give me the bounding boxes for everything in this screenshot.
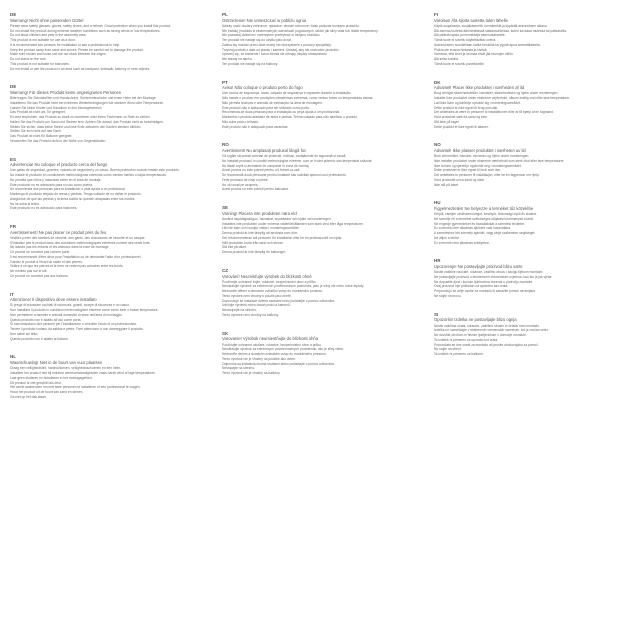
warning-line: Vă rugăm să purtați ochelari de protecție, mănuși, încălțăminte de siguranță și cască. bbox=[222, 154, 347, 159]
warning-line: Este producto no es adecuado para su uso como puerta. bbox=[10, 182, 94, 187]
warning-line: Este produto não é adequado para ser utilizado como porta. bbox=[222, 105, 310, 110]
warning-line: Verwenden Sie das Produkt nicht in der Nähe von Gegenständen. bbox=[10, 138, 107, 143]
warning-line: Ta izdelek ni primeren za uporabo kot vrata. bbox=[434, 337, 498, 342]
section-heading: Waarschuwing! Niet in de buurt van vuur plaatsen bbox=[10, 360, 103, 366]
warning-line: Use óculos de segurança, luvas, calçado de segurança e capacete durante a instalação. bbox=[222, 91, 352, 96]
warning-section bbox=[10, 224, 206, 279]
warning-line: Stellen Sie sicher, dass keine Steine und lose Erde zwischen den Kanten stecken bleiben. bbox=[10, 124, 142, 129]
warning-line: Installeer het product niet bij extreme weersomstandigheden zoals harde wind of lage temperaturen. bbox=[10, 371, 157, 376]
section-heading: Varování! Neumisťujte výrobek do blízkosti ohně bbox=[222, 273, 312, 279]
warning-line: Não suba para o telhado. bbox=[222, 119, 260, 124]
warning-line: It is recommended two persons for installation or ask a professional to help. bbox=[10, 42, 121, 47]
section-heading: Warnung! Für dieses Produkt keine ungeeigneten Personen bbox=[10, 89, 122, 95]
warning-line: Het wordt aanbevolen om met twee personen te installeren of een professional te vragen. bbox=[10, 385, 141, 390]
warning-section bbox=[222, 205, 418, 255]
warning-section bbox=[434, 258, 630, 298]
warning-line: Používajte ochranné okuliare, rukavice, bezpečnostnú obuv a prilbu. bbox=[222, 342, 322, 347]
warning-line: Priporočata se dve osebi za montažo ali prosite strokovnjaka za pomoč. bbox=[434, 342, 539, 347]
warning-line: Nestúpajte na strechu. bbox=[222, 366, 255, 371]
warning-line: Ten produkt nie nadaje się do użytku jako drzwi. bbox=[222, 38, 293, 43]
warning-line: Questo prodotto non è adatto all'uso come porta. bbox=[10, 317, 82, 322]
language-code: HU bbox=[434, 200, 441, 206]
warning-section bbox=[10, 84, 206, 143]
warning-line: Do not install or use the product in an area such as backyard, sidewalk, balcony or near objects. bbox=[10, 66, 151, 71]
warning-line: Ne engedje gyermekeket és háziállatokat a szerelési területre. bbox=[434, 221, 525, 226]
warning-section bbox=[434, 200, 630, 245]
section-heading: Varning! Placera inte produkten nära eld bbox=[222, 210, 297, 216]
warning-line: Lassen Sie keine Kinder und Haustiere in den Montagebereich. bbox=[10, 105, 103, 110]
language-code: DE bbox=[10, 84, 17, 90]
warning-line: Stå inte på taket. bbox=[222, 245, 247, 250]
warning-line: Use gafas de seguridad, guantes, calzado de seguridad y un casco. Buena protección cuando instale este producto. bbox=[10, 168, 180, 173]
warning-line: Det rekommenderas två personer för installation eller be en professionell om hjälp. bbox=[222, 235, 343, 240]
warning-line: Tento výrobek není vhodný k použití jako dveře. bbox=[222, 293, 292, 298]
warning-line: Ne dovolite otrokom in hišnim ljubljenčkom v območje montaže. bbox=[434, 333, 527, 338]
warning-line: Låt inte barn och husdjur vistas i monteringsområdet. bbox=[222, 226, 300, 231]
warning-line: Acest produs nu este potrivit pentru a fi folosit ca ușă. bbox=[222, 168, 301, 173]
warning-line: No instale el producto en condiciones meteorológicas extremas como vientos fuertes o bajas temperaturas. bbox=[10, 173, 167, 178]
warning-line: Este producto no es adecuado para balcones. bbox=[10, 206, 78, 211]
warning-line: Ne álljon a tetőre. bbox=[434, 235, 460, 240]
warning-line: Si prega di indossare occhiali di sicurezza, guanti, scarpe di sicurezza e un casco. bbox=[10, 303, 130, 308]
warning-line: Houd het product uit de buurt van zand en stenen. bbox=[10, 390, 84, 395]
warning-line: No se suba al techo. bbox=[10, 201, 41, 206]
section-heading: Advarsel! Placer ikke produktet i nærheden af ild bbox=[434, 85, 525, 91]
warning-line: Använd skyddsglasögon, handskar, skyddsskor och hjälm vid monteringen. bbox=[222, 216, 332, 221]
warning-line: Ikke installer produktet under ekstreme værforhold som sterk vind eller lave temperaturer. bbox=[434, 158, 565, 163]
warning-line: Ovaj proizvod nije prikladan za upotrebu kao vrata. bbox=[434, 284, 509, 289]
warning-line: Asegúrese de que las piedras y la tierra suelta no queden atrapadas entre los bordes. bbox=[10, 196, 136, 201]
section-heading: Advertencia! No coloque el producto cerca del fuego bbox=[10, 162, 108, 168]
warning-line: Dit product is niet geschikt als deur. bbox=[10, 380, 62, 385]
warning-line: Kérjük, viseljen védőszemüveget, kesztyűt, biztonsági cipőt és sisakot. bbox=[434, 212, 537, 217]
warning-line: Ne stojte na krovu. bbox=[434, 293, 462, 298]
warning-line: Hold produktet væk fra sand og sten. bbox=[434, 115, 489, 120]
warning-line: Ne laissez pas les enfants et les animaux dans la zone de montage. bbox=[10, 245, 110, 250]
warning-line: Ga niet op het dak staan. bbox=[10, 394, 47, 399]
section-heading: Figyelmeztetés! Ne helyezze a terméket tűz közelébe bbox=[434, 205, 534, 211]
warning-line: Installer ikke produktet under ekstreme vejrforhold, såsom kraftig vind eller lave temperaturer. bbox=[434, 96, 571, 101]
warning-line: Veuillez porter des lunettes de sécurité, des gants, des chaussures de sécurité et un casque. bbox=[10, 235, 146, 240]
warning-line: Recomenda-se duas pessoas para a instalação ou peça ajuda a um profissional. bbox=[222, 110, 341, 115]
warning-line: Ne postavljajte proizvod u ekstremnim vremenskim uvjetima, kao što je jak vjetar. bbox=[434, 274, 553, 279]
warning-line: Det anbefales at være to personer til installationen eller at få hjælp af en fagmand. bbox=[434, 110, 554, 115]
warning-line: Zaleca się montaż przez dwie osoby lub skorzystanie z pomocy specjalisty. bbox=[222, 42, 332, 47]
warning-line: Questo prodotto non è adatto ai balconi. bbox=[10, 336, 69, 341]
warning-line: Ez a termék nem alkalmas erkélyekre. bbox=[434, 240, 490, 245]
warning-line: Draag een veiligheidsbril, handschoenen, veiligheidsschoenen en een helm. bbox=[10, 366, 122, 371]
warning-line: Nosite zaštitne naočale, rukavice, zaštitnu obuću i kacigu tijekom montaže. bbox=[434, 270, 544, 275]
warning-line: Varmista, että kivet ja irtomaa eivät jää reunojen väliin. bbox=[434, 52, 514, 57]
warning-line: Não permita crianças e animais de estimação na área de montagem. bbox=[222, 100, 323, 105]
warning-line: Se recomienda dos personas para la instalación o pida ayuda a un profesional. bbox=[10, 187, 126, 192]
language-code: NL bbox=[10, 354, 16, 360]
warning-line: Hold produktet unna sand og stein. bbox=[434, 177, 486, 182]
warning-line: Należy nosić okulary ochronne, rękawice, obuwie ochronne i kask podczas montażu produktu. bbox=[222, 23, 360, 28]
language-code: NO bbox=[434, 142, 441, 148]
warning-line: Nie pozwalaj dzieciom i zwierzętom przebywać w miejscu montażu. bbox=[222, 33, 321, 38]
warning-line: Non salire sul tetto. bbox=[10, 331, 39, 336]
warning-section bbox=[434, 80, 630, 130]
warning-line: Installera inte produkten under extrema väderförhållanden som stark vind eller låga temperaturer. bbox=[222, 221, 364, 226]
warning-line: Izdelka ne nameščajte v ekstremnih vremenskih razmerah, kot je močan veter. bbox=[434, 328, 549, 333]
warning-section bbox=[222, 142, 418, 192]
warning-line: Nosite zaščitna očala, rokavice, zaščitno obutev in čelado med montažo. bbox=[434, 323, 540, 328]
warning-line: Ne dopustite djeci i kućnim ljubimcima boravak u području montaže. bbox=[434, 279, 534, 284]
warning-line: Do not stand on the roof. bbox=[10, 57, 47, 62]
warning-section bbox=[10, 354, 206, 399]
section-heading: Aviso! Não coloque o produto perto do fogo bbox=[222, 85, 303, 91]
section-heading: Opozorilo! Izdelka ne postavljajte blizu ognja bbox=[434, 317, 517, 323]
language-code: DE bbox=[10, 12, 17, 17]
language-code: SK bbox=[222, 330, 229, 336]
section-heading: Varovanie! Výrobok neumiestňujte do blízkosti ohňa bbox=[222, 336, 319, 342]
warning-line: Mantenga el producto alejado de arena y piedras. Tenga cuidado de no dañar el producto. bbox=[10, 192, 142, 197]
warning-line: Ta izdelek ni primeren za balkone. bbox=[434, 352, 484, 357]
warning-line: Tento výrobok nie je vhodný na použitie ako dvere. bbox=[222, 356, 297, 361]
warning-section bbox=[434, 12, 630, 67]
warning-line: Do not allow children and pets in the assembly area. bbox=[10, 33, 87, 38]
warning-line: Brug venligst sikkerhedsbriller, handsker, sikkerhedssko og hjelm under monteringen. bbox=[434, 91, 559, 96]
warning-line: Upewnij się, że kamienie i luźna ziemia nie utknęły między krawędziami. bbox=[222, 52, 328, 57]
warning-line: Tento výrobek není vhodný na balkony. bbox=[222, 312, 279, 317]
warning-line: Doporučuje se instalace dvěma osobami nebo požádejte o pomoc odborníka. bbox=[222, 298, 335, 303]
warning-line: Håll produkten borta från sand och stenar. bbox=[222, 240, 284, 245]
warning-line: Odporúča sa inštalácia dvoma osobami alebo požiadajte o pomoc odborníka. bbox=[222, 361, 335, 366]
text-column-3 bbox=[434, 12, 630, 632]
language-code: HR bbox=[434, 258, 441, 264]
warning-line: Tämä tuote ei sovellu parvekkeille. bbox=[434, 61, 485, 66]
warning-line: Käytä suojalaseja, suojakäsineitä, turvakenkiä ja kypärää asennuksen aikana. bbox=[434, 23, 548, 28]
language-code: SE bbox=[222, 205, 229, 211]
warning-section bbox=[222, 331, 418, 376]
language-code: PT bbox=[222, 79, 228, 85]
language-code: PL bbox=[222, 12, 228, 17]
warning-line: Nie stawaj na dachu. bbox=[222, 57, 253, 62]
warning-line: Gardez le produit à l'écart du sable et des pierres. bbox=[10, 259, 83, 264]
warning-section bbox=[10, 12, 206, 71]
warning-section bbox=[222, 80, 418, 130]
language-code: FR bbox=[10, 224, 16, 230]
warning-line: This product is not suitable for use as a door. bbox=[10, 38, 76, 43]
warning-line: Please wear safety glasses, gloves, safety shoes, and a helmet. Good protection when you install this product. bbox=[10, 23, 172, 28]
section-heading: Upozorenje! Ne postavljajte proizvod blizu vatre bbox=[434, 264, 523, 270]
text-column-2 bbox=[222, 12, 418, 632]
warning-line: Udržujte výrobek mimo dosah písku a kamenů. bbox=[222, 303, 291, 308]
warning-line: Ne stojte na strehi. bbox=[434, 347, 462, 352]
warning-line: Feriți produsul de nisip și pietre. bbox=[222, 177, 269, 182]
warning-line: Dette produkt er ikke egnet til brug som dør. bbox=[434, 105, 499, 110]
warning-line: Tenere il prodotto lontano da sabbia e pietre. Fare attenzione a non danneggiare il prodotto. bbox=[10, 327, 144, 332]
warning-line: Ce produit ne convient pas comme porte. bbox=[10, 250, 71, 255]
warning-line: Ten produkt nie nadaje się na balkony. bbox=[222, 61, 279, 66]
warning-section bbox=[222, 12, 418, 67]
warning-line: Tento výrobok nie je vhodný na balkóny. bbox=[222, 371, 281, 376]
warning-line: Dette produkt er ikke egnet til altaner. bbox=[434, 124, 489, 129]
warning-line: Do not install the product during extreme weather conditions such as strong winds or low temperatures. bbox=[10, 28, 161, 33]
warning-line: Non permettere a bambini e animali domestici di stare nell'area di montaggio. bbox=[10, 312, 123, 317]
language-code: RO bbox=[222, 142, 229, 148]
warning-line: Nedovoľte deťom a domácim zvieratám vstup do montážneho priestoru. bbox=[222, 352, 327, 357]
warning-line: Acest produs nu este potrivit pentru balcoane. bbox=[222, 187, 290, 192]
warning-section bbox=[434, 142, 630, 187]
warning-line: Älä päästä lapsia ja lemmikkejä asennusalueelle. bbox=[434, 33, 506, 38]
section-heading: Ostrzeżenie! Nie umieszczać w pobliżu ognia bbox=[222, 17, 307, 23]
warning-line: Mantenha o produto afastado de areia e pedras. Tenha cuidado para não danificar o produto. bbox=[222, 115, 358, 120]
warning-line: Ez a termék nem alkalmas ajtóként való használatra. bbox=[434, 226, 512, 231]
warning-line: Não instale o produto em condições climatéricas extremas, como ventos fortes ou temperaturas baixas. bbox=[222, 96, 374, 101]
warning-line: Preporučuju se dvije osobe za montažu ili zatražite pomoć stručnjaka. bbox=[434, 289, 536, 294]
warning-line: Veillez à ce que les pierres et la terre ne restent pas coincées entre les bords. bbox=[10, 264, 124, 269]
warning-line: Neinstalujte výrobek za extrémních povětrnostních podmínek, jako je silný vítr nebo nízké teploty. bbox=[222, 284, 364, 289]
warning-line: Ne szerelje fel a terméket szélsőséges időjárási körülmények között. bbox=[434, 216, 534, 221]
language-code: FI bbox=[434, 12, 438, 17]
warning-line: Ikke la barn og kjæledyr oppholde seg i monteringsområdet. bbox=[434, 163, 522, 168]
section-heading: Attenzione! Il dispositivo deve essere installato bbox=[10, 297, 97, 303]
warning-line: Bitte tragen Sie Schutzbrillen und Handschuhe, Sicherheitsschuhe und einen Helm bei der Montage. bbox=[10, 96, 157, 101]
warning-section bbox=[10, 292, 206, 342]
warning-line: Nu vă urcați pe acoperiș. bbox=[222, 182, 259, 187]
warning-line: Det anbefales to personer til installasjon, eller be en fagperson om hjelp. bbox=[434, 173, 540, 178]
warning-line: Si raccomandano due persone per l'installazione o chiedete l'aiuto di un professionista. bbox=[10, 322, 137, 327]
warning-line: Keep the product away from sand and stones. Please be careful not to damage the product. bbox=[10, 47, 144, 52]
section-heading: Varoitus! Älä sijoita tuotetta tulen lähelle bbox=[434, 17, 508, 23]
warning-line: Asennukseen suositellaan kahta henkilöä tai pyydä apua ammattilaiselta. bbox=[434, 42, 541, 47]
warning-line: Nedovolte dětem a domácím zvířatům vstup do montážního prostoru. bbox=[222, 289, 324, 294]
warning-section bbox=[222, 268, 418, 318]
warning-line: Nu instalați produsul în condiții meteorologice extreme, cum ar fi vânt puternic sau temperaturi scăzute. bbox=[222, 158, 373, 163]
warning-line: Dette produktet er ikke egnet til bruk som dør. bbox=[434, 168, 501, 173]
warning-line: Trzymaj produkt z dala od piasku i kamieni. Uważaj, aby nie uszkodzić produktu. bbox=[222, 47, 340, 52]
warning-line: Tämä tuote ei sovellu käytettäväksi ovena. bbox=[434, 38, 497, 43]
warning-line: Ikke stå på taket. bbox=[434, 182, 459, 187]
warning-line: A szereléshez két személy ajánlott, vagy kérje szakember segítségét. bbox=[434, 231, 536, 236]
warning-line: Nu lăsați copiii și animalele de companie în zona de montaj. bbox=[222, 163, 310, 168]
warning-section bbox=[10, 157, 206, 212]
warning-line: Nestoupejte na střechu. bbox=[222, 308, 257, 313]
warning-line: Das Produkt ist nicht als Tür geeignet. bbox=[10, 110, 66, 115]
warning-line: Ne montez pas sur le toit. bbox=[10, 269, 48, 274]
text-column-1 bbox=[10, 12, 206, 632]
warning-line: Používejte ochranné brýle, rukavice, bezpečnostní obuv a přilbu. bbox=[222, 279, 317, 284]
section-heading: Advarsel! Ikke plasser produktet i nærheten av ild bbox=[434, 147, 526, 153]
section-heading: Avertissement! Ne pas placer ce produit près du feu bbox=[10, 229, 107, 235]
warning-line: Bruk vernebriller, hansker, vernesko og hjelm under monteringen. bbox=[434, 154, 530, 159]
warning-line: Make sure stones and loose soil are not stuck between the edges. bbox=[10, 52, 107, 57]
warning-line: Es wird empfohlen, das Produkt zu zweit zu montieren oder einen Fachmann zu Rate zu ziehen. bbox=[10, 115, 151, 120]
language-code: CZ bbox=[222, 267, 228, 273]
section-heading: Avertisment! Nu amplasați produsul lângă foc bbox=[222, 147, 307, 153]
warning-line: Stellen Sie sich nicht auf das Dach. bbox=[10, 129, 62, 134]
warning-line: Pidä tuote erossa hiekasta ja kivistä. bbox=[434, 47, 488, 52]
warning-line: Denna produkt är inte lämplig för balkonger. bbox=[222, 250, 286, 255]
warning-line: Älä asenna tuotetta äärimmäisissä sääolosuhteissa, kuten kovassa tuulessa tai pakkasella. bbox=[434, 28, 567, 33]
warning-line: Nie instaluj produktu w ekstremalnych warunkach pogodowych, takich jak silny wiatr lub niskie temperatury. bbox=[222, 28, 379, 33]
warning-line: This product is not suitable for balconies. bbox=[10, 61, 70, 66]
warning-line: Lad ikke børn og kæledyr opholde sig i monteringsområdet. bbox=[434, 100, 521, 105]
warning-line: Stå ikke på taget. bbox=[434, 119, 460, 124]
warning-line: Halten Sie das Produkt von Sand und Steinen fern. Achten Sie darauf, das Produkt nicht zu beschädigen. bbox=[10, 119, 164, 124]
warning-line: N'installez pas le produit dans des conditions météorologiques extrêmes comme des vents forts. bbox=[10, 240, 151, 245]
warning-line: Ce produit ne convient pas aux balcons. bbox=[10, 273, 69, 278]
language-code: IT bbox=[10, 291, 14, 297]
warning-line: Denna produkt är inte lämplig att använda som dörr. bbox=[222, 231, 298, 236]
warning-line: No permita que niños y mascotas estén en el área de montaje. bbox=[10, 177, 102, 182]
language-code: ES bbox=[10, 156, 17, 162]
warning-line: Älä seiso katolla. bbox=[434, 57, 459, 62]
warning-line: Il est recommandé d'être deux pour l'installation ou de demander l'aide d'un professionnel. bbox=[10, 254, 142, 259]
warning-line: Laat geen kinderen en huisdieren in het montagegebied. bbox=[10, 375, 93, 380]
warning-line: Non installare il prodotto in condizioni meteorologiche estreme come vento forte o basse temperature. bbox=[10, 308, 159, 313]
language-code: SI bbox=[434, 311, 439, 317]
warning-line: Neinštalujte výrobok za extrémnych poveternostných podmienok, ako je silný vietor. bbox=[222, 347, 345, 352]
section-heading: Warnung! Nicht ohne passenden Gürtel bbox=[10, 17, 84, 23]
warning-line: Se recomandă două persoane pentru instalare sau solicitați ajutorul unui profesionist. bbox=[222, 173, 347, 178]
language-code: DK bbox=[434, 79, 441, 85]
warning-line: Este produto não é adequado para varandas. bbox=[222, 124, 289, 129]
warning-line: Das Produkt ist nicht für Balkone geeignet. bbox=[10, 134, 73, 139]
warning-line: Installieren Sie das Produkt nicht bei extremen Wetterbedingungen wie starkem Wind oder Temperaturen. bbox=[10, 100, 165, 105]
warning-section bbox=[434, 312, 630, 357]
